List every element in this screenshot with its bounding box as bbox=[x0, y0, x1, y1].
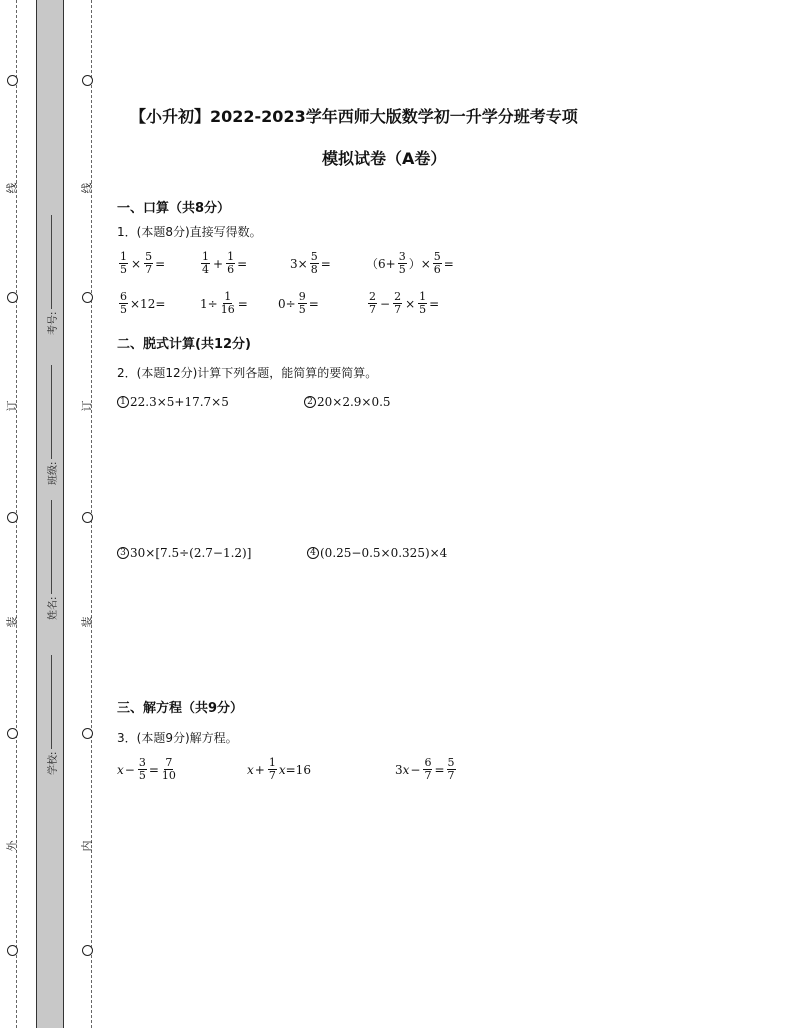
item-number-circle: 2 bbox=[304, 396, 316, 408]
oral-item-1: $\frac{1}{5}$ × $\frac{5}{7}$ = bbox=[120, 250, 166, 276]
section-3-heading: 三、解方程（共9分） bbox=[117, 701, 244, 716]
margin-char: 外 bbox=[5, 840, 19, 852]
item-number-circle: 1 bbox=[117, 396, 129, 408]
margin-char: 内 bbox=[80, 840, 94, 852]
oral-item-5: $\frac{6}{5}$ ×12= bbox=[120, 290, 166, 316]
oral-item-8: $\frac{2}{7}$ − $\frac{2}{7}$ × $\frac{1}{5}$ = bbox=[369, 290, 440, 316]
margin-char: 订 bbox=[5, 400, 19, 412]
item-number-circle: 4 bbox=[307, 547, 319, 559]
punch-hole bbox=[82, 512, 93, 523]
margin-char: 线 bbox=[80, 182, 94, 194]
section-1-heading: 一、口算（共8分） bbox=[117, 201, 231, 216]
punch-hole bbox=[82, 292, 93, 303]
equation-2: x + $\frac{1}{7}$ x =16 bbox=[247, 756, 311, 782]
equation-3: 3 x − $\frac{6}{7}$ = $\frac{5}{7}$ bbox=[395, 756, 455, 782]
calc-item-3: 3 30×[7.5÷(2.7−1.2)] bbox=[117, 546, 251, 560]
punch-hole bbox=[82, 945, 93, 956]
margin-char: 订 bbox=[80, 400, 94, 412]
calc-item-1: 1 22.3×5+17.7×5 bbox=[117, 395, 229, 409]
oral-item-6: 1÷ $\frac{1}{16}$ = bbox=[200, 290, 248, 316]
punch-hole bbox=[7, 512, 18, 523]
school-field[interactable] bbox=[44, 655, 58, 775]
margin-char: 装 bbox=[5, 616, 19, 628]
name-field[interactable] bbox=[44, 500, 58, 620]
name-label: 姓名: bbox=[47, 596, 59, 620]
question-3: 3．(本题9分)解方程。 bbox=[117, 731, 238, 745]
class-field[interactable] bbox=[44, 365, 58, 485]
oral-item-7: 0÷ $\frac{9}{5}$ = bbox=[278, 290, 319, 316]
punch-hole bbox=[82, 75, 93, 86]
exam-number-field[interactable] bbox=[44, 215, 58, 335]
class-label: 班级: bbox=[47, 461, 59, 485]
calc-item-2: 2 20×2.9×0.5 bbox=[304, 395, 391, 409]
item-number-circle: 3 bbox=[117, 547, 129, 559]
title-line-1: 【小升初】2022-2023学年西师大版数学初一升学分班考专项 bbox=[130, 107, 578, 126]
punch-hole bbox=[7, 292, 18, 303]
oral-item-4: （6+ $\frac{3}{5}$ ）× $\frac{5}{6}$ = bbox=[366, 250, 454, 276]
margin-char: 线 bbox=[5, 182, 19, 194]
exam-number-label: 考号: bbox=[47, 311, 59, 335]
punch-hole bbox=[7, 728, 18, 739]
title-line-2: 模拟试卷（A卷） bbox=[322, 149, 447, 168]
calc-item-4: 4 (0.25−0.5×0.325)×4 bbox=[307, 546, 447, 560]
question-2: 2．(本题12分)计算下列各题，能简算的要简算。 bbox=[117, 366, 378, 380]
margin-char: 装 bbox=[80, 616, 94, 628]
school-label: 学校: bbox=[47, 751, 59, 775]
equation-1: x − $\frac{3}{5}$ = $\frac{7}{10}$ bbox=[117, 756, 176, 782]
punch-hole bbox=[7, 945, 18, 956]
oral-item-3: 3× $\frac{5}{8}$ = bbox=[290, 250, 331, 276]
punch-hole bbox=[82, 728, 93, 739]
question-1: 1．(本题8分)直接写得数。 bbox=[117, 225, 262, 239]
punch-hole bbox=[7, 75, 18, 86]
section-2-heading: 二、脱式计算(共12分) bbox=[117, 337, 251, 352]
oral-item-2: $\frac{1}{4}$ + $\frac{1}{6}$ = bbox=[202, 250, 248, 276]
